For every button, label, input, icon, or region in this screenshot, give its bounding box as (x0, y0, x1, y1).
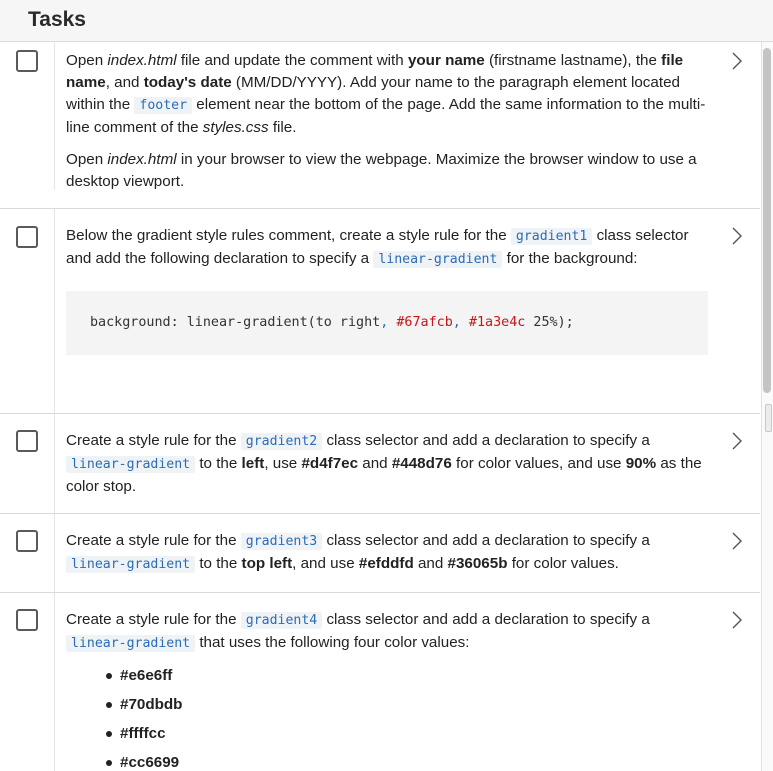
code-linear-gradient: linear-gradient (373, 251, 502, 268)
task-5-content (66, 609, 712, 771)
task-1-paragraph-2: Open index.html in your browser to view the webpage. Maximize the browser window to use a desktop viewport. (66, 151, 697, 190)
color-list-item: #cc6699 (106, 752, 712, 771)
chevron-right-icon[interactable] (728, 609, 746, 631)
task-4-content (66, 530, 712, 576)
task-4-checkbox[interactable] (16, 530, 38, 552)
code-linear-gradient: linear-gradient (66, 635, 195, 652)
task-item-4[interactable] (0, 514, 760, 593)
code-gradient2: gradient2 (241, 433, 322, 450)
task-3-content (66, 430, 712, 498)
task-divider (54, 42, 55, 190)
task-item-1[interactable] (0, 42, 760, 209)
tasks-header (0, 0, 773, 42)
task-2-checkbox[interactable] (16, 226, 38, 248)
task-1-checkbox[interactable] (16, 50, 38, 72)
color-list-item: #70dbdb (106, 694, 712, 716)
chevron-right-icon[interactable] (728, 430, 746, 452)
resize-handle[interactable] (765, 404, 772, 432)
code-linear-gradient: linear-gradient (66, 556, 195, 573)
scrollbar-thumb[interactable] (763, 48, 771, 393)
page-title: Tasks (28, 8, 86, 31)
task-divider (54, 514, 55, 592)
chevron-right-icon[interactable] (728, 50, 746, 72)
task-3-checkbox[interactable] (16, 430, 38, 452)
code-linear-gradient: linear-gradient (66, 456, 195, 473)
color-list-item: #ffffcc (106, 723, 712, 745)
task-divider (54, 414, 55, 513)
chevron-right-icon[interactable] (728, 530, 746, 552)
color-list-item: #e6e6ff (106, 665, 712, 687)
task-5-paragraph-1: Create a style rule for the gradient4 class selector and add a declaration to specify a linear-gradient that uses the following four color values: (66, 611, 650, 651)
code-gradient1: gradient1 (511, 228, 592, 245)
task-4-paragraph-1: Create a style rule for the gradient3 class selector and add a declaration to specify a linear-gradient to the top left, and use #efddfd and #36065b for color values. (66, 532, 650, 572)
task-5-checkbox[interactable] (16, 609, 38, 631)
chevron-right-icon[interactable] (728, 225, 746, 247)
task-2-content (66, 225, 712, 355)
task-3-paragraph-1: Create a style rule for the gradient2 class selector and add a declaration to specify a linear-gradient to the left, use #d4f7ec and #448d76 for color values, and use 90% as the color stop. (66, 432, 702, 495)
task-2-paragraph-1: Below the gradient style rules comment, create a style rule for the gradient1 class selector and add the following declaration to specify a linear-gradient for the background: (66, 227, 689, 267)
color-list (66, 665, 712, 771)
task-1-content (66, 50, 712, 193)
code-block: background: linear-gradient(to right, #67afcb, #1a3e4c 25%); (66, 291, 708, 355)
task-list (0, 42, 760, 771)
code-footer: footer (134, 97, 192, 114)
task-item-5[interactable] (0, 593, 760, 771)
code-gradient3: gradient3 (241, 533, 322, 550)
task-item-2[interactable] (0, 209, 760, 414)
task-1-paragraph-1: Open index.html file and update the comment with your name (firstname lastname), the file name, and today's date (MM/DD/YYYY). Add your name to the paragraph element located within the footer element near the bottom of the page. Add the same information to the multi-line comment of the styles.css file. (66, 52, 706, 136)
task-item-3[interactable] (0, 414, 760, 514)
task-divider (54, 209, 55, 413)
task-divider (54, 593, 55, 771)
code-gradient4: gradient4 (241, 612, 322, 629)
